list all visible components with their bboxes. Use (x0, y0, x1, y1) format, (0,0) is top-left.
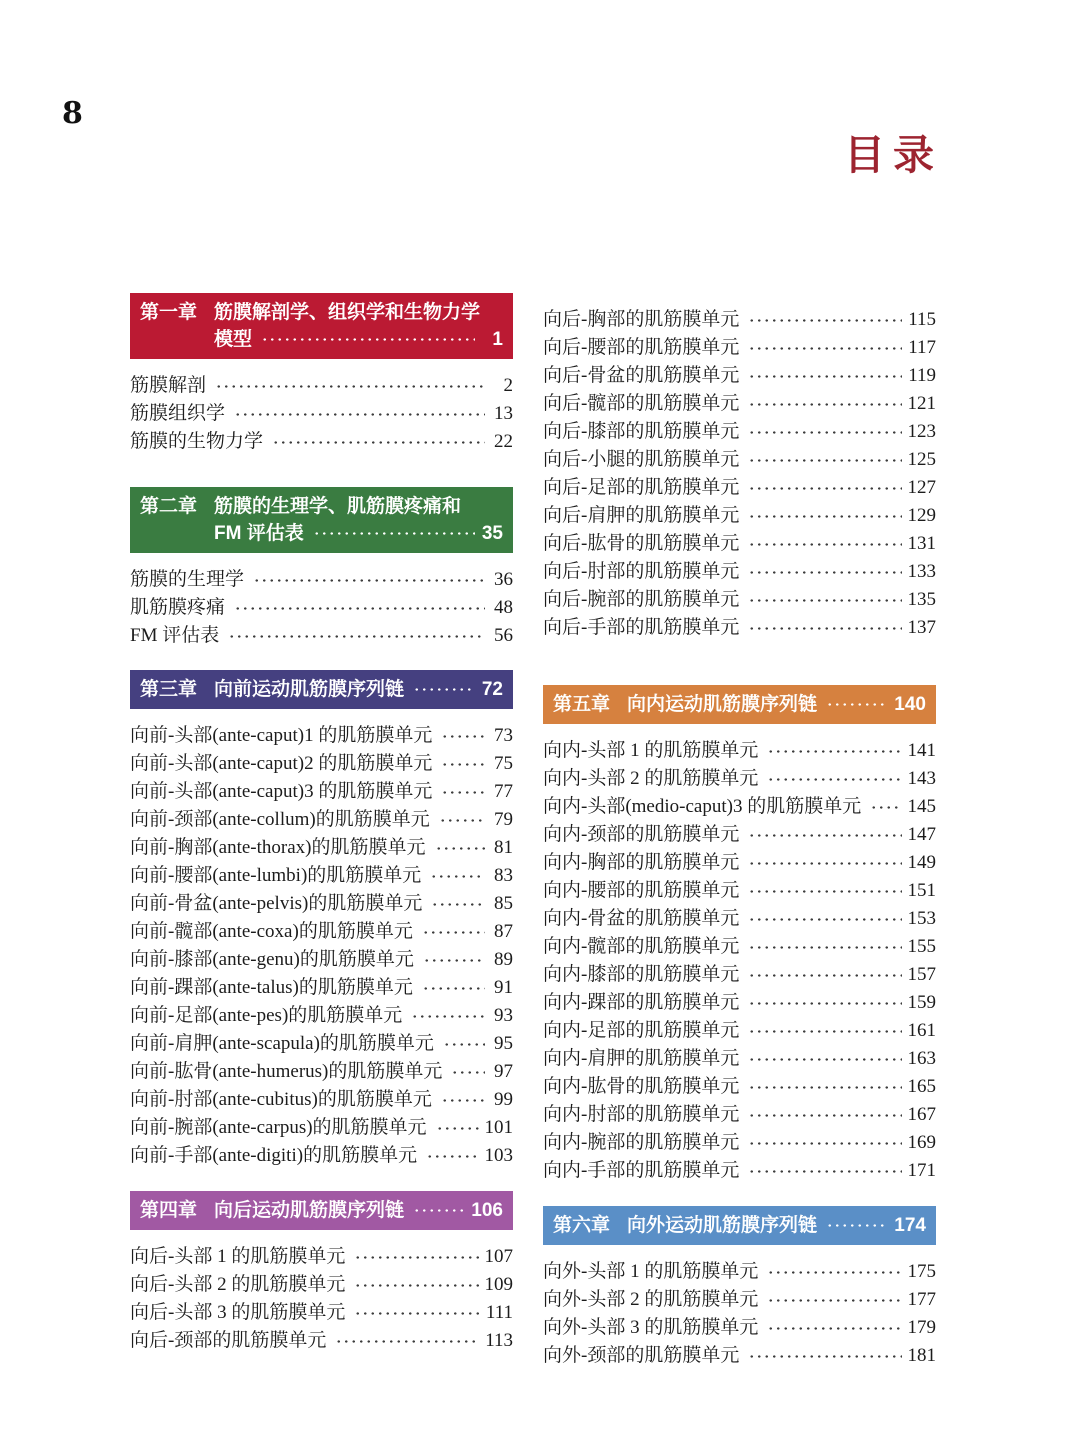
toc-entry (130, 400, 513, 428)
toc-entry-title: 向前-腰部(ante-lumbi)的肌筋膜单元 (130, 865, 422, 886)
toc-entry (130, 946, 513, 974)
toc-page-number: 2 (503, 375, 513, 396)
toc-entry (543, 1129, 936, 1157)
toc-entry (543, 765, 936, 793)
toc-entry-title: 向前-头部(ante-caput)1 的肌筋膜单元 (130, 725, 433, 746)
toc-entry (130, 1299, 513, 1327)
toc-page-number: 107 (484, 1246, 513, 1267)
toc-entry-title: 向后-膝部的肌筋膜单元 (543, 421, 740, 442)
dot-leader (767, 776, 901, 783)
toc-entry (543, 821, 936, 849)
toc-entry-group (130, 566, 513, 650)
toc-entry-title: 向前-胸部(ante-thorax)的肌筋膜单元 (130, 837, 426, 858)
toc-entry-title: 向后-髋部的肌筋膜单元 (543, 393, 740, 414)
toc-column-left (130, 293, 513, 1355)
chapter-number: 第三章 (140, 679, 198, 700)
toc-page-number: 137 (907, 617, 936, 638)
toc-entry-title: 向外-颈部的肌筋膜单元 (543, 1345, 740, 1366)
toc-entry-title: 向后-头部 2 的肌筋膜单元 (130, 1274, 346, 1295)
chapter-title: 向后运动肌筋膜序列链 (214, 1200, 405, 1221)
toc-entry-title: 向前-骨盆(ante-pelvis)的肌筋膜单元 (130, 893, 423, 914)
chapter-header-line (140, 326, 503, 353)
dot-leader (411, 1013, 485, 1020)
toc-page-number: 161 (907, 1020, 936, 1041)
chapter-header-line (140, 520, 503, 547)
toc-entry (130, 750, 513, 778)
toc-page-number: 147 (907, 824, 936, 845)
toc-entry-group (543, 737, 936, 1185)
toc-entry-title: 向后-颈部的肌筋膜单元 (130, 1330, 327, 1351)
toc-entry (130, 806, 513, 834)
toc-entry-title: 向外-头部 1 的肌筋膜单元 (543, 1261, 759, 1282)
toc-page-number: 85 (494, 893, 513, 914)
toc-page-number: 169 (907, 1132, 936, 1153)
toc-entry-title: 向前-手部(ante-digiti)的肌筋膜单元 (130, 1145, 418, 1166)
toc-page-number: 177 (907, 1289, 936, 1310)
toc-entry-title: 向后-骨盆的肌筋膜单元 (543, 365, 740, 386)
toc-entry (543, 961, 936, 989)
toc-entry (130, 1002, 513, 1030)
dot-leader (441, 761, 485, 768)
toc-entry (130, 1114, 513, 1142)
dot-leader (748, 1000, 901, 1007)
dot-leader (748, 401, 901, 408)
toc-page-number: 167 (907, 1104, 936, 1125)
toc-entry (543, 1157, 936, 1185)
chapter-header-line (553, 691, 926, 718)
toc-page-number: 56 (494, 625, 513, 646)
chapter-header (543, 685, 936, 724)
chapter-title: 向外运动肌筋膜序列链 (627, 1215, 818, 1236)
toc-entry (543, 418, 936, 446)
toc-page-number: 115 (908, 309, 936, 330)
toc-entry-title: 向前-头部(ante-caput)2 的肌筋膜单元 (130, 753, 433, 774)
dot-leader (748, 1140, 901, 1147)
dot-leader (826, 701, 888, 708)
dot-leader (748, 597, 901, 604)
toc-entry-title: 向前-头部(ante-caput)3 的肌筋膜单元 (130, 781, 433, 802)
dot-leader (234, 411, 485, 418)
chapter-title: 向内运动肌筋膜序列链 (627, 694, 818, 715)
toc-entry (543, 362, 936, 390)
dot-leader (335, 1338, 479, 1345)
chapter-title: 筋膜解剖学、组织学和生物力学 (214, 302, 481, 323)
toc-entry-title: 向外-头部 2 的肌筋膜单元 (543, 1289, 759, 1310)
toc-entry-title: 向后-小腿的肌筋膜单元 (543, 449, 740, 470)
chapter-title: 向前运动肌筋膜序列链 (214, 679, 405, 700)
chapter-number: 第五章 (553, 694, 611, 715)
toc-page-number: 81 (494, 837, 513, 858)
toc-page-number: 113 (485, 1330, 513, 1351)
toc-page-number: 123 (907, 421, 936, 442)
toc-entry-title: 肌筋膜疼痛 (130, 597, 226, 618)
toc-entry-title: 向内-颈部的肌筋膜单元 (543, 824, 740, 845)
toc-page-number: 35 (481, 523, 503, 544)
toc-entry (130, 834, 513, 862)
toc-entry-title: 向内-腕部的肌筋膜单元 (543, 1132, 740, 1153)
toc-page-number: 141 (907, 740, 936, 761)
toc-entry-title: 向外-头部 3 的肌筋膜单元 (543, 1317, 759, 1338)
dot-leader (354, 1254, 478, 1261)
dot-leader (748, 1056, 901, 1063)
dot-leader (826, 1222, 888, 1229)
toc-page-number: 36 (494, 569, 513, 590)
toc-page-number: 163 (907, 1048, 936, 1069)
toc-page-number: 143 (907, 768, 936, 789)
dot-leader (748, 457, 901, 464)
toc-entry-group (130, 1243, 513, 1355)
dot-leader (354, 1282, 478, 1289)
toc-entry-title: 向内-头部 1 的肌筋膜单元 (543, 740, 759, 761)
chapter-header-line (140, 299, 503, 326)
toc-page-number: 140 (894, 694, 926, 715)
dot-leader (435, 845, 486, 852)
dot-leader (748, 373, 902, 380)
chapter-header (130, 487, 513, 553)
dot-leader (413, 686, 475, 693)
toc-entry (543, 334, 936, 362)
toc-entry-title: 向前-足部(ante-pes)的肌筋膜单元 (130, 1005, 403, 1026)
toc-entry (543, 793, 936, 821)
toc-page-number: 109 (484, 1274, 513, 1295)
toc-page-number: 155 (907, 936, 936, 957)
toc-entry-title: 向内-头部(medio-caput)3 的肌筋膜单元 (543, 796, 862, 817)
toc-entry (543, 530, 936, 558)
dot-leader (272, 439, 485, 446)
chapter-header (130, 293, 513, 359)
toc-entry (130, 1271, 513, 1299)
dot-leader (748, 541, 901, 548)
toc-entry (130, 1243, 513, 1271)
toc-page-number: 103 (484, 1145, 513, 1166)
toc-entry-title: 向内-足部的肌筋膜单元 (543, 1020, 740, 1041)
toc-entry-title: 向前-肩胛(ante-scapula)的肌筋膜单元 (130, 1033, 434, 1054)
toc-entry (543, 877, 936, 905)
toc-entry (543, 849, 936, 877)
toc-entry (543, 905, 936, 933)
dot-leader (748, 513, 901, 520)
toc-entry-title: 向前-肱骨(ante-humerus)的肌筋膜单元 (130, 1061, 443, 1082)
toc-entry-title: 向前-颈部(ante-collum)的肌筋膜单元 (130, 809, 430, 830)
dot-leader (748, 317, 902, 324)
toc-entry-title: 向后-腰部的肌筋膜单元 (543, 337, 740, 358)
toc-entry-title: 向后-肘部的肌筋膜单元 (543, 561, 740, 582)
toc-entry (543, 502, 936, 530)
dot-leader (767, 1325, 901, 1332)
dot-leader (430, 873, 485, 880)
toc-page-number: 22 (494, 431, 513, 452)
dot-leader (451, 1069, 485, 1076)
dot-leader (748, 832, 901, 839)
dot-leader (748, 916, 901, 923)
toc-entry (130, 1086, 513, 1114)
toc-page-number: 111 (485, 1302, 513, 1323)
toc-entry (130, 1030, 513, 1058)
toc-page-number: 159 (907, 992, 936, 1013)
toc-entry (130, 862, 513, 890)
toc-page-number: 95 (494, 1033, 513, 1054)
page-number: 8 (62, 96, 83, 131)
dot-leader (253, 577, 485, 584)
toc-entry-group (543, 1258, 936, 1370)
dot-leader (439, 817, 485, 824)
chapter-header-line (140, 676, 503, 703)
toc-entry-title: 筋膜的生理学 (130, 569, 245, 590)
dot-leader (228, 633, 485, 640)
dot-leader (767, 1297, 901, 1304)
toc-entry (130, 1327, 513, 1355)
dot-leader (422, 929, 485, 936)
dot-leader (748, 888, 901, 895)
toc-entry (130, 722, 513, 750)
toc-page-number: 171 (907, 1160, 936, 1181)
toc-entry-title: 筋膜组织学 (130, 403, 226, 424)
toc-page-number: 121 (907, 393, 936, 414)
toc-page-number: 119 (908, 365, 936, 386)
toc-entry (130, 890, 513, 918)
chapter-number: 第二章 (140, 496, 198, 517)
dot-leader (748, 345, 902, 352)
toc-entry (130, 594, 513, 622)
dot-leader (431, 901, 485, 908)
toc-entry (543, 306, 936, 334)
toc-page-number: 13 (494, 403, 513, 424)
toc-entry-title: 向内-膝部的肌筋膜单元 (543, 964, 740, 985)
toc-entry-title: 向后-肱骨的肌筋膜单元 (543, 533, 740, 554)
toc-entry-title: 向后-头部 3 的肌筋膜单元 (130, 1302, 346, 1323)
toc-entry-title: 向后-手部的肌筋膜单元 (543, 617, 740, 638)
toc-page-number: 165 (907, 1076, 936, 1097)
dot-leader (748, 569, 901, 576)
toc-entry (543, 1101, 936, 1129)
toc-entry (543, 737, 936, 765)
toc-entry-title: 向内-踝部的肌筋膜单元 (543, 992, 740, 1013)
toc-entry-group (130, 372, 513, 456)
toc-entry (543, 1073, 936, 1101)
toc-entry (543, 558, 936, 586)
dot-leader (748, 1084, 901, 1091)
toc-page-number: 1 (492, 329, 503, 350)
toc-page-number: 93 (494, 1005, 513, 1026)
dot-leader (748, 625, 901, 632)
dot-leader (441, 789, 485, 796)
dot-leader (436, 1125, 479, 1132)
dot-leader (234, 605, 485, 612)
toc-page-number: 129 (907, 505, 936, 526)
toc-page-number: 127 (907, 477, 936, 498)
toc-page-number: 179 (907, 1317, 936, 1338)
toc-entry-title: 筋膜的生物力学 (130, 431, 264, 452)
toc-page-number: 106 (471, 1200, 503, 1221)
toc-page-number: 175 (907, 1261, 936, 1282)
chapter-title-continued: FM 评估表 (214, 523, 304, 544)
toc-entry-title: 向后-腕部的肌筋膜单元 (543, 589, 740, 610)
toc-entry (543, 989, 936, 1017)
toc-page-number: 133 (907, 561, 936, 582)
toc-entry (543, 1314, 936, 1342)
table-of-contents (130, 293, 936, 1370)
toc-page-number: 117 (908, 337, 936, 358)
chapter-number: 第一章 (140, 302, 198, 323)
toc-entry (130, 622, 513, 650)
chapter-title-continued: 模型 (214, 329, 253, 350)
toc-entry-title: 向内-肱骨的肌筋膜单元 (543, 1076, 740, 1097)
toc-entry-title: 向内-腰部的肌筋膜单元 (543, 880, 740, 901)
toc-entry (130, 428, 513, 456)
dot-leader (313, 530, 475, 537)
dot-leader (748, 1353, 901, 1360)
toc-page-number: 87 (494, 921, 513, 942)
toc-entry (543, 446, 936, 474)
toc-page-number: 131 (907, 533, 936, 554)
toc-entry-title: 向内-肘部的肌筋膜单元 (543, 1104, 740, 1125)
dot-leader (748, 1112, 901, 1119)
toc-entry-title: 向后-肩胛的肌筋膜单元 (543, 505, 740, 526)
toc-entry (543, 614, 936, 642)
toc-entry (130, 1058, 513, 1086)
chapter-header (130, 1191, 513, 1230)
toc-page-number: 149 (907, 852, 936, 873)
toc-entry-title: 筋膜解剖 (130, 375, 207, 396)
toc-page-number: 77 (494, 781, 513, 802)
dot-leader (748, 860, 901, 867)
toc-entry (130, 918, 513, 946)
toc-entry-title: 向内-手部的肌筋膜单元 (543, 1160, 740, 1181)
toc-page-number: 135 (907, 589, 936, 610)
toc-entry-title: 向前-膝部(ante-genu)的肌筋膜单元 (130, 949, 414, 970)
dot-leader (261, 336, 475, 343)
toc-entry (543, 1017, 936, 1045)
dot-leader (354, 1310, 480, 1317)
dot-leader (441, 1097, 485, 1104)
dot-leader (215, 383, 485, 390)
dot-leader (423, 957, 485, 964)
toc-page-number: 72 (481, 679, 503, 700)
toc-entry-title: 向内-肩胛的肌筋膜单元 (543, 1048, 740, 1069)
toc-page-number: 174 (894, 1215, 926, 1236)
chapter-header (130, 670, 513, 709)
dot-leader (443, 1041, 485, 1048)
toc-entry (543, 390, 936, 418)
dot-leader (441, 733, 485, 740)
toc-entry (130, 974, 513, 1002)
toc-entry (130, 372, 513, 400)
page-title: 目录 (844, 132, 942, 178)
toc-page-number: 89 (494, 949, 513, 970)
toc-entry (543, 1258, 936, 1286)
chapter-header-line (553, 1212, 926, 1239)
dot-leader (748, 1168, 901, 1175)
chapter-header (543, 1206, 936, 1245)
dot-leader (422, 985, 485, 992)
dot-leader (748, 429, 901, 436)
toc-page-number: 97 (494, 1061, 513, 1082)
toc-page-number: 101 (484, 1117, 513, 1138)
toc-page-number: 75 (494, 753, 513, 774)
toc-column-right (543, 293, 936, 1370)
toc-page-number: 91 (494, 977, 513, 998)
toc-page-number: 145 (907, 796, 936, 817)
toc-entry (543, 1342, 936, 1370)
chapter-number: 第四章 (140, 1200, 198, 1221)
chapter-number: 第六章 (553, 1215, 611, 1236)
chapter-title: 筋膜的生理学、肌筋膜疼痛和 (214, 496, 462, 517)
toc-entry-title: 向前-腕部(ante-carpus)的肌筋膜单元 (130, 1117, 427, 1138)
toc-entry-title: 向后-胸部的肌筋膜单元 (543, 309, 740, 330)
toc-page-number: 181 (907, 1345, 936, 1366)
toc-page-number: 79 (494, 809, 513, 830)
toc-entry (543, 933, 936, 961)
toc-page-number: 151 (907, 880, 936, 901)
toc-entry (543, 586, 936, 614)
toc-entry-title: 向前-髋部(ante-coxa)的肌筋膜单元 (130, 921, 413, 942)
dot-leader (748, 1028, 901, 1035)
dot-leader (870, 804, 901, 811)
toc-page-number: 153 (907, 908, 936, 929)
toc-entry-title: 向前-踝部(ante-talus)的肌筋膜单元 (130, 977, 413, 998)
toc-entry-title: 向内-胸部的肌筋膜单元 (543, 852, 740, 873)
toc-entry (130, 1142, 513, 1170)
toc-entry-title: FM 评估表 (130, 625, 220, 646)
toc-entry-title: 向后-头部 1 的肌筋膜单元 (130, 1246, 346, 1267)
toc-entry-title: 向内-头部 2 的肌筋膜单元 (543, 768, 759, 789)
toc-entry-title: 向内-髋部的肌筋膜单元 (543, 936, 740, 957)
chapter-header-line (140, 1197, 503, 1224)
toc-entry (543, 1045, 936, 1073)
dot-leader (748, 972, 901, 979)
dot-leader (767, 748, 901, 755)
toc-entry-title: 向内-骨盆的肌筋膜单元 (543, 908, 740, 929)
dot-leader (748, 485, 901, 492)
toc-entry-group (130, 722, 513, 1170)
toc-entry-group (543, 306, 936, 642)
toc-entry (130, 778, 513, 806)
toc-entry (543, 474, 936, 502)
dot-leader (413, 1207, 465, 1214)
toc-page-number: 48 (494, 597, 513, 618)
toc-entry-title: 向后-足部的肌筋膜单元 (543, 477, 740, 498)
toc-page-number: 157 (907, 964, 936, 985)
toc-page-number: 125 (907, 449, 936, 470)
toc-entry (543, 1286, 936, 1314)
toc-entry-title: 向前-肘部(ante-cubitus)的肌筋膜单元 (130, 1089, 432, 1110)
dot-leader (748, 944, 901, 951)
toc-page-number: 83 (494, 865, 513, 886)
dot-leader (767, 1269, 901, 1276)
toc-page-number: 99 (494, 1089, 513, 1110)
dot-leader (426, 1153, 478, 1160)
toc-entry (130, 566, 513, 594)
chapter-header-line (140, 493, 503, 520)
toc-page-number: 73 (494, 725, 513, 746)
